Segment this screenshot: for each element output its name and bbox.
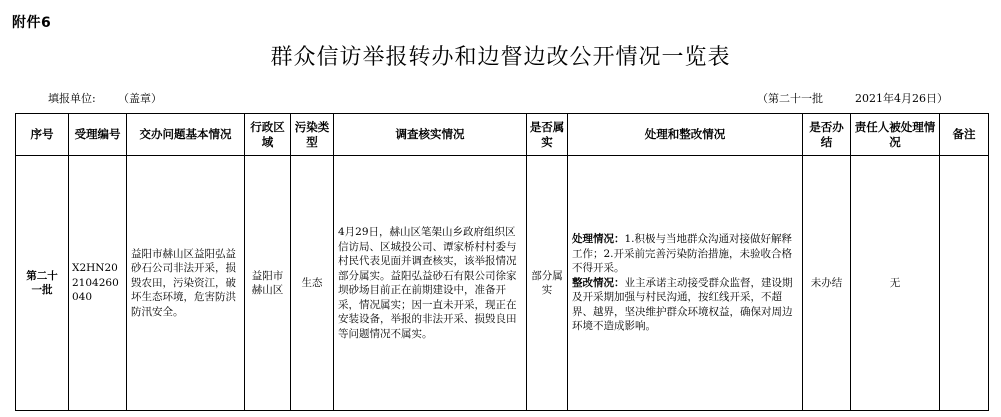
fill-unit-label: 填报单位: (48, 92, 96, 105)
cell-pollution-type: 生态 (291, 156, 334, 411)
cell-investigation: 4月29日，赫山区笔架山乡政府组织区信访局、区城投公司、谭家桥村村委与村民代表见面并调查核实，该举报情况部分属实。益阳弘益砂石有限公司徐家坝砂场目前正在前期建设中，准备开采，情况属实；因一直未开采，现正在安装设备，举报的非法开采、损毁良田等问题情况不属实。 (334, 156, 527, 411)
cell-issue: 益阳市赫山区益阳弘益砂石公司非法开采，损毁农田，污染资江，破坏生态环境，危害防洪防汛安全。 (127, 156, 245, 411)
col-header-district: 行政区域 (245, 114, 291, 156)
col-header-receipt-no: 受理编号 (69, 114, 127, 156)
table-row (16, 156, 989, 411)
cell-district: 益阳市赫山区 (245, 156, 291, 411)
col-header-closed: 是否办结 (803, 114, 851, 156)
report-date: 2021年4月26日） (855, 92, 948, 105)
rectification-label: 整改情况： (572, 276, 625, 289)
col-header-accountable: 责任人被处理情况 (851, 114, 940, 156)
cell-remarks (940, 156, 989, 411)
page-title: 群众信访举报转办和边督边改公开情况一览表 (270, 45, 731, 70)
cell-seq: 第二十一批 (16, 156, 69, 411)
handling-label: 处理情况： (572, 233, 625, 246)
cell-accountable: 无 (851, 156, 940, 411)
col-header-investigation: 调查核实情况 (334, 114, 527, 156)
col-header-remarks: 备注 (940, 114, 989, 156)
disclosure-table (15, 113, 989, 411)
cell-verified: 部分属实 (527, 156, 568, 411)
rectification-block (572, 276, 798, 334)
col-header-pollution-type: 污染类型 (291, 114, 334, 156)
attachment-label: 附件6 (12, 15, 52, 31)
meta-row (0, 89, 1001, 107)
col-header-handling: 处理和整改情况 (568, 114, 803, 156)
col-header-seq: 序号 (16, 114, 69, 156)
col-header-verified: 是否属实 (527, 114, 568, 156)
table-header-row (16, 114, 989, 156)
batch-label: （第二十一批 (757, 92, 823, 105)
handling-block (572, 232, 798, 276)
cell-handling (568, 156, 803, 411)
handling-text: 1.积极与当地群众沟通对接做好解释工作；2.开采前完善污染防治措施，未验收合格不得开采。 (572, 233, 793, 275)
col-header-issue: 交办问题基本情况 (127, 114, 245, 156)
cell-receipt-no: X2HN202104260040 (69, 156, 127, 411)
fill-unit-value: （盖章） (118, 92, 162, 105)
rectification-text: 业主承诺主动接受群众监督，建设期及开采期加强与村民沟通，按红线开采，不超界、越界，坚决维护群众环境权益，确保对周边环境不造成影响。 (572, 276, 793, 333)
cell-closed: 未办结 (803, 156, 851, 411)
